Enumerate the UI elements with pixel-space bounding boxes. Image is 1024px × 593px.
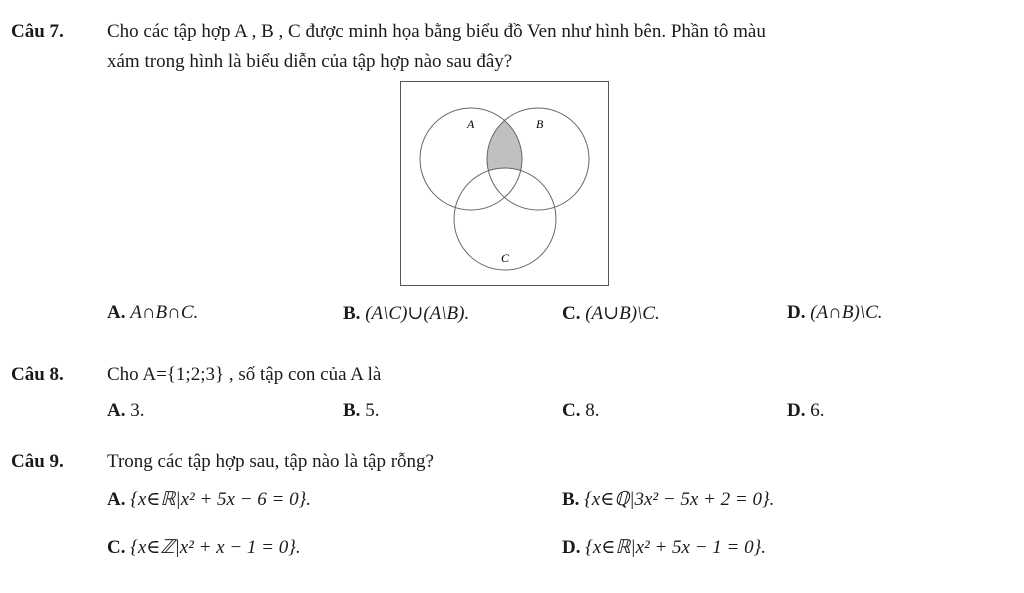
venn-diagram-box bbox=[400, 81, 609, 286]
q7-option-c-letter: C. bbox=[562, 303, 581, 324]
q9-option-b-expr: {x∈ℚ|3x² − 5x + 2 = 0}. bbox=[584, 489, 775, 510]
q8-option-b-expr: 5. bbox=[365, 400, 380, 421]
q9-option-c-expr: {x∈ℤ|x² + x − 1 = 0}. bbox=[130, 537, 301, 558]
q7-option-a-letter: A. bbox=[107, 302, 126, 323]
q7-option-b-expr: (A\C)∪(A\B). bbox=[365, 303, 470, 324]
q7-number: Câu 7. bbox=[11, 21, 64, 42]
q8-text: Cho A={1;2;3} , số tập con của A là bbox=[107, 364, 382, 385]
q7-option-a-expr: A∩B∩C. bbox=[130, 302, 199, 323]
q8-option-b[interactable] bbox=[343, 400, 379, 422]
q8-option-a-letter: A. bbox=[107, 400, 126, 421]
q9-option-a-expr: {x∈ℝ|x² + 5x − 6 = 0}. bbox=[130, 489, 311, 510]
q9-option-d[interactable] bbox=[562, 536, 766, 559]
q8-option-d-expr: 6. bbox=[810, 400, 825, 421]
q9-option-b-letter: B. bbox=[562, 489, 580, 510]
q8-option-d-letter: D. bbox=[787, 400, 806, 421]
q9-option-c-letter: C. bbox=[107, 537, 126, 558]
q7-text-line2: xám trong hình là biểu diễn của tập hợp nào sau đây? bbox=[107, 51, 513, 72]
venn-label-a: A bbox=[467, 117, 475, 131]
q7-option-a[interactable] bbox=[107, 302, 198, 324]
venn-label-c: C bbox=[501, 251, 510, 265]
venn-diagram bbox=[401, 82, 608, 285]
q7-option-c[interactable] bbox=[562, 302, 660, 325]
q8-option-c-letter: C. bbox=[562, 400, 581, 421]
q8-option-c-expr: 8. bbox=[585, 400, 600, 421]
q7-option-d-expr: (A∩B)\C. bbox=[810, 302, 883, 323]
q9-option-a[interactable] bbox=[107, 488, 311, 511]
q7-option-b-letter: B. bbox=[343, 303, 361, 324]
venn-label-b: B bbox=[536, 117, 544, 131]
q9-option-c[interactable] bbox=[107, 536, 301, 559]
q7-option-d[interactable] bbox=[787, 302, 883, 324]
q9-option-d-letter: D. bbox=[562, 537, 581, 558]
q9-number: Câu 9. bbox=[11, 451, 64, 472]
q8-option-a-expr: 3. bbox=[130, 400, 145, 421]
q8-option-c[interactable] bbox=[562, 400, 599, 422]
q7-option-d-letter: D. bbox=[787, 302, 806, 323]
q8-option-a[interactable] bbox=[107, 400, 144, 422]
q9-option-d-expr: {x∈ℝ|x² + 5x − 1 = 0}. bbox=[585, 537, 766, 558]
q7-text-line1: Cho các tập hợp A , B , C được minh họa bằng biểu đồ Ven như hình bên. Phần tô màu bbox=[107, 21, 766, 42]
q8-option-d[interactable] bbox=[787, 400, 824, 422]
q8-number: Câu 8. bbox=[11, 364, 64, 385]
q9-text: Trong các tập hợp sau, tập nào là tập rỗng? bbox=[107, 451, 434, 472]
q7-option-c-expr: (A∪B)\C. bbox=[585, 303, 660, 324]
q7-option-b[interactable] bbox=[343, 302, 469, 325]
q8-option-b-letter: B. bbox=[343, 400, 361, 421]
q9-option-a-letter: A. bbox=[107, 489, 126, 510]
q9-option-b[interactable] bbox=[562, 488, 774, 511]
